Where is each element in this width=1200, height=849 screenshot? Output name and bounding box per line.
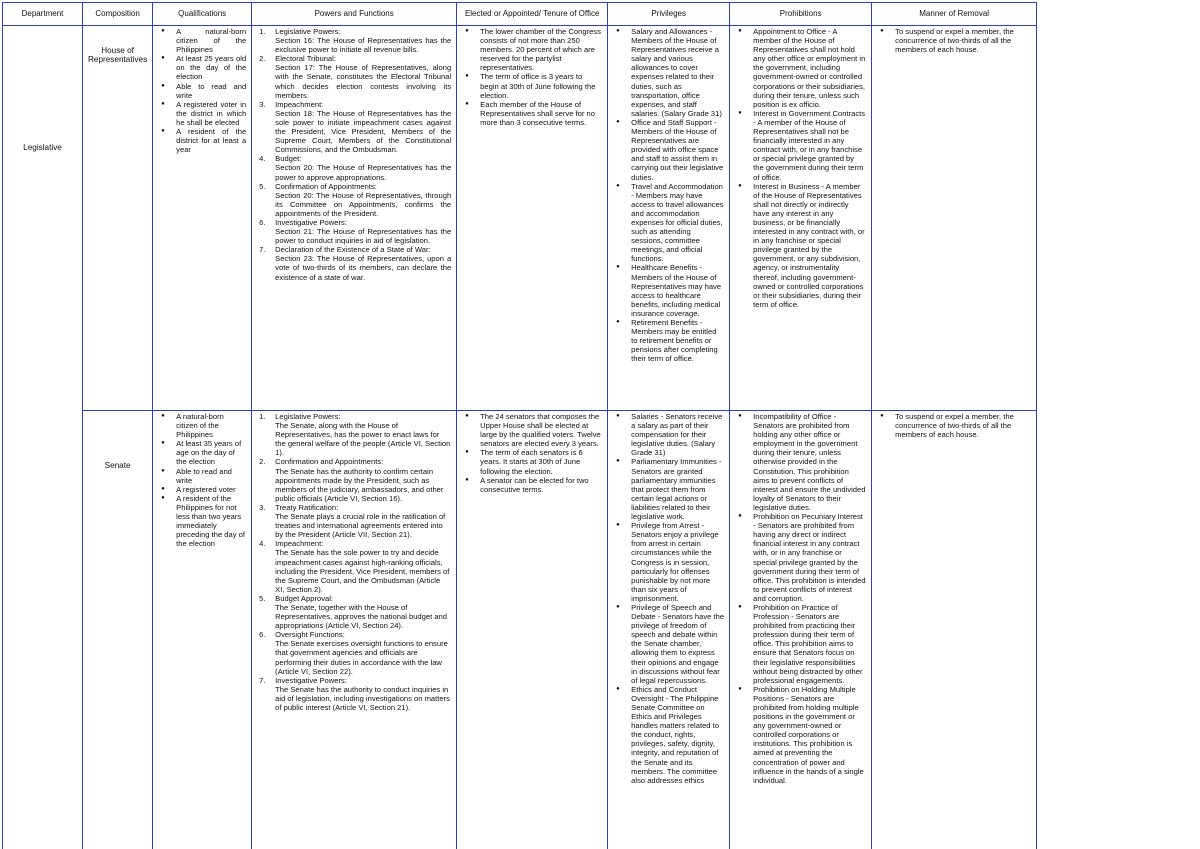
power-item (257, 630, 451, 675)
header-row (3, 3, 1037, 26)
header-department: Department (3, 3, 83, 26)
header-tenure: Elected or Appointed/ Tenure of Office (457, 3, 608, 26)
list-item: ● Prohibition on Pecuniary Interest - Senators are prohibited from having any direct or indirect financial interest in any contract with, or in any franchise or special privilege granted by the government during their term of office. This prohibition is intended to prevent conflicts of interest and corruption. (735, 512, 866, 603)
header-qualifications: Qualifications (153, 3, 252, 26)
list-item: ● Each member of the House of Representatives shall serve for no more than 3 consecutive terms. (462, 100, 602, 127)
privileges-cell (608, 411, 730, 849)
list-item: ● Privilege of Speech and Debate - Senators have the privilege of freedom of speech and debate within the Senate chamber, allowing them to express their opinions and engage in discussions without fear of legal repercussions. (613, 603, 724, 685)
list-item: ● Prohibition on Practice of Profession - Senators are prohibited from practicing their profession during their term of office. This prohibition aims to ensure that Senators focus on their legislative responsibilities without being distracted by other professional engagements. (735, 603, 866, 685)
list-item: ● Healthcare Benefits - Members of the House of Representatives may have access to healthcare benefits, including medical insurance coverage. (613, 263, 724, 318)
header-composition: Composition (83, 3, 153, 26)
list-item: ● At least 35 years of age on the day of the election (158, 439, 246, 466)
list-item: ● Able to read and write (158, 467, 246, 485)
list-item: ● A registered voter (158, 485, 246, 494)
list-item: ● Prohibition on Holding Multiple Positions - Senators are prohibited from holding multiple positions in the government or any government-owned or controlled corporations or institutions. This prohibition is aimed at preventing the concentration of power and influence in the hands of a single individual. (735, 685, 866, 785)
tenure-cell (457, 26, 608, 411)
list-item: ● Interest in Business - A member of the House of Representatives shall not directly or indirectly have any interest in any business, or be financially interested in any contract with, or in any franchise or special privilege granted by the government, or any subdivision, agency, or instrumentality thereof, including government-owned or controlled corporations or their subsidiaries, during their term of office. (735, 182, 866, 309)
power-body: The Senate has the authority to confirm certain appointments made by the President, such as members of the judiciary, ambassadors, and other public officials (Article VI, Section 16). (275, 466, 444, 503)
power-item (257, 54, 451, 99)
power-number: 7. (259, 675, 266, 685)
powers-cell (252, 411, 457, 849)
power-body: The Senate, along with the House of Representatives, has the power to enact laws for the general welfare of the people (Article VI, Section 1). (275, 421, 451, 458)
list-item: ● Interest in Government Contracts - A member of the House of Representatives shall not be financially interested in any contract with, or in any franchise or special privilege granted by the government during their term of office. (735, 109, 866, 182)
power-item (257, 676, 451, 712)
list-item: ● The term of office is 3 years to begin at 30th of June following the election. (462, 72, 602, 99)
power-title: Confirmation of Appointments: (275, 181, 377, 191)
list-item: ● A natural-born citizen of the Philippines (158, 412, 246, 439)
power-item (257, 503, 451, 539)
list-item: ● The lower chamber of the Congress consists of not more than 250 members. 20 percent of which are reserved for the partylist representatives. (462, 27, 602, 72)
power-title: Confirmation and Appointments: (275, 457, 384, 467)
power-body: The Senate has the authority to conduct inquiries in aid of legislation, including investigations on matters of public interest (Article VI, Section 21). (275, 684, 450, 712)
list-item: ● A registered voter in the district in which he shall be elected (158, 100, 246, 127)
power-item (257, 457, 451, 502)
list-item: ● Salaries - Senators receive a salary as part of their compensation for their legislative duties. (Salary Grade 31) (613, 412, 724, 457)
power-body: The Senate plays a crucial role in the ratification of treaties and international agreements entered into by the President (Article VII, Section 21). (275, 512, 446, 540)
power-body: Section 17: The House of Representatives, along with the Senate, constitutes the Electoral Tribunal which decides election contests involving its members. (275, 63, 452, 100)
power-body: Section 20: The House of Representatives, through its Committee on Appointments, confirms the appointments of the President. (275, 190, 452, 218)
list-item: ● Ethics and Conduct Oversight - The Philippine Senate Committee on Ethics and Privileges handles matters related to the conduct, rights, privileges, safety, dignity, integrity, and reputation of the Senate and its members. The committee also addresses ethics (613, 685, 724, 785)
power-number: 2. (259, 457, 266, 467)
list-item: ● The term of each senators is 6 years. It starts at 30th of June following the election. (462, 448, 602, 475)
power-title: Treaty Ratification: (275, 502, 339, 512)
list-item: ● Travel and Accommodation - Members may have access to travel allowances and accommodation expenses for official duties, such as attending sessions, committee meetings, and official functions. (613, 182, 724, 264)
power-number: 7. (259, 245, 266, 255)
power-number: 2. (259, 54, 266, 64)
list-item: ● A natural-born citizen of the Philippines (158, 27, 246, 54)
list-item: ● Able to read and write (158, 82, 246, 100)
header-privileges: Privileges (608, 3, 730, 26)
department-cell (3, 26, 83, 849)
power-body: The Senate exercises oversight functions to ensure that government agencies and officials are performing their duties in accordance with the law (Article VI, Section 22). (275, 639, 448, 676)
privileges-cell (608, 26, 730, 411)
list-item: ● Privilege from Arrest - Senators enjoy a privilege from arrest in certain circumstances while the Congress is in session, particularly for offenses punishable by not more than six years of imprisonment. (613, 521, 724, 603)
power-title: Investigative Powers: (275, 217, 347, 227)
list-item: ● Appointment to Office - A member of the House of Representatives shall not hold any other office or employment in the government, including government-owned or controlled corporations or their subsidiaries, during their tenure, unless such position is ex officio. (735, 27, 866, 109)
prohibitions-cell (730, 26, 872, 411)
power-title: Legislative Powers: (275, 27, 341, 36)
power-body: Section 20: The House of Representatives has the power to approve appropriations. (275, 163, 452, 182)
power-title: Impeachment: (275, 539, 324, 549)
list-item: ● Office and Staff Support - Members of the House of Representatives are provided with office space and staff to assist them in carrying out their legislative duties. (613, 118, 724, 182)
power-item (257, 154, 451, 181)
composition-cell: House of Representatives (83, 26, 153, 411)
list-item: ● To suspend or expel a member, the concurrence of two-thirds of all the members of each house. (877, 27, 1031, 54)
header-prohibitions: Prohibitions (730, 3, 872, 26)
table-row (3, 411, 1037, 849)
power-title: Budget: (275, 154, 302, 164)
powers-cell (252, 26, 457, 411)
header-removal: Manner of Removal (872, 3, 1037, 26)
power-number: 3. (259, 502, 266, 512)
list-item: ● Salary and Allowances - Members of the House of Representatives receive a salary and various allowances to cover expenses related to their duties, such as transportation, office expenses, and staff salaries. (Salary Grade 31) (613, 27, 724, 118)
power-title: Investigative Powers: (275, 675, 347, 685)
power-item (257, 182, 451, 218)
list-item: ● A senator can be elected for two consecutive terms. (462, 476, 602, 494)
power-item (257, 594, 451, 630)
list-item: ● To suspend or expel a member, the concurrence of two-thirds of all the members of each house. (877, 412, 1031, 439)
department-label: Legislative (23, 143, 62, 153)
prohibitions-cell (730, 411, 872, 849)
power-number: 4. (259, 154, 266, 164)
power-item (257, 100, 451, 155)
power-number: 6. (259, 217, 266, 227)
list-item: ● A resident of the Philippines for not less than two years immediately preceding the day of the election (158, 494, 246, 549)
list-item: ● A resident of the district for at least a year (158, 127, 246, 154)
power-item (257, 412, 451, 457)
power-title: Budget Approval: (275, 593, 334, 603)
header-powers: Powers and Functions (252, 3, 457, 26)
power-body: The Senate has the sole power to try and decide impeachment cases against high-ranking officials, including the President, Vice President, members of the Supreme Court, and the Ombudsman (Article XI, Section 2). (275, 548, 450, 594)
list-item: ● At least 25 years old on the day of the election (158, 54, 246, 81)
removal-cell (872, 26, 1037, 411)
power-title: Impeachment: (275, 99, 324, 109)
power-item (257, 27, 451, 54)
power-body: Section 21: The House of Representatives has the power to conduct inquiries in aid of legislation. (275, 227, 452, 246)
power-body: Section 18: The House of Representatives has the sole power to initiate impeachment cases against the President, Vice President, Members of the Supreme Court, Members of the Constitutional Commissions, and the Ombudsman. (275, 108, 452, 155)
power-body: Section 23: The House of Representatives, upon a vote of two-thirds of its members, can declare the existence of a state of war. (275, 254, 452, 282)
power-number: 5. (259, 593, 266, 603)
qualifications-cell (153, 26, 252, 411)
composition-cell: Senate (83, 411, 153, 849)
legislative-table (2, 2, 1037, 849)
power-item (257, 218, 451, 245)
power-title: Declaration of the Existence of a State of War: (275, 245, 431, 255)
power-number: 3. (259, 99, 266, 109)
list-item: ● Retirement Benefits - Members may be entitled to retirement benefits or pensions after completing their term of office. (613, 318, 724, 363)
power-title: Legislative Powers: (275, 412, 341, 421)
power-number: 1. (259, 412, 266, 421)
power-number: 6. (259, 630, 266, 640)
tenure-cell (457, 411, 608, 849)
table-row (3, 26, 1037, 411)
power-title: Electoral Tribunal: (275, 54, 336, 64)
power-number: 4. (259, 539, 266, 549)
power-number: 1. (259, 27, 266, 36)
list-item: ● Parliamentary Immunities - Senators are granted parliamentary immunities that protect them from certain legal actions or liabilities related to their legislative work. (613, 457, 724, 521)
power-body: The Senate, together with the House of Representatives, approves the national budget and appropriations (Article VI, Section 24). (275, 602, 447, 631)
list-item: ● The 24 senators that composes the Upper House shall be elected at large by the qualified voters. Twelve senators are elected every 3 years. (462, 412, 602, 448)
qualifications-cell (153, 411, 252, 849)
power-item (257, 539, 451, 594)
removal-cell (872, 411, 1037, 849)
power-body: Section 16: The House of Representatives has the exclusive power to initiate all revenue bills. (275, 36, 452, 55)
power-item (257, 245, 451, 281)
power-title: Oversight Functions: (275, 630, 345, 640)
list-item: ● Incompatibility of Office - Senators are prohibited from holding any other office or employment in the government during their tenure, unless otherwise provided in the Constitution. This prohibition aims to prevent conflicts of interest and ensure the undivided loyalty of Senators to their legislative duties. (735, 412, 866, 512)
power-number: 5. (259, 181, 266, 191)
